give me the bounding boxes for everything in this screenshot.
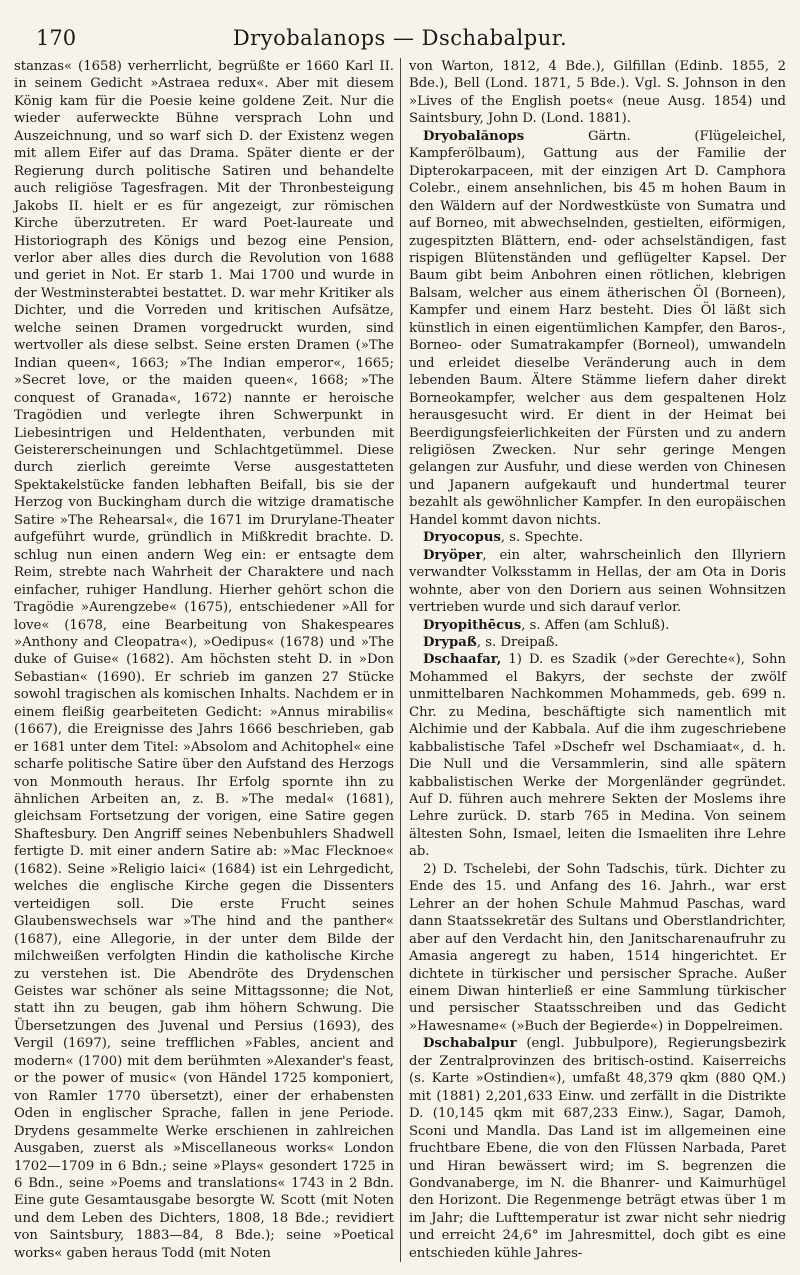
entry-text: , s. Affen (am Schluß). <box>521 617 670 633</box>
entry-text: , s. Spechte. <box>500 530 583 546</box>
entry-text: , ein alter, wahrscheinlich den Illyriern verwandter Volksstamm in Hellas, der am Ota in Doris wohnte, aber von den Doriern aus seinen Wohnsitzen vertrieben wurde und sich darauf verlor. <box>409 547 786 616</box>
entry-dryopithecus <box>409 617 786 634</box>
dschaafar-paragraph-2: 2) D. Tschelebi, der Sohn Tadschis, türk. Dichter zu Ende des 15. und Anfang des 16. Jahrh., war erst Lehrer an der hohen Schule Mahmud Paschas, ward dann Staatssekretär des Sultans und Oberstlandrichter, aber auf den Verdacht hin, den Janitscharenaufruhr zu Amasia angeregt zu haben, 1514 hingerichtet. Er dichtete in türkischer und persischer Sprache. Außer einem Diwan hinterließ er eine Sammlung türkischer und persischer Staatsschreiben und das Gedicht »Hawesname« (»Buch der Begierde«) in Doppelreimen. <box>409 861 786 1034</box>
page-number: 170 <box>36 26 77 50</box>
left-column <box>14 58 400 1262</box>
lemma-dryobalanops: Dryobalănops <box>423 128 525 144</box>
entry-text: , s. Dreipaß. <box>476 634 559 650</box>
lemma-dschabalpur: Dschabalpur <box>423 1036 517 1052</box>
entry-text: 1) D. es Szadik (»der Gerechte«), Sohn Mohammed el Bakyrs, der sechste der zwölf unmittelbaren Nachkommen Mohammeds, geb. 699 n. Chr. zu Medina, beschäftigte sich namentlich mit Alchimie und der Kabbala. Auf die ihm zugeschriebene kabbalistische Tafel »Dschefr wel Dschamiaat«, d. h. Die Null und die Versammlerin, sind alle spätern kabbalistischen Werke der Morgenländer gegründet. Auf D. führen auch mehrere Sekten der Moslems ihre Lehre zurück. D. starb 765 in Medina. Von seinem ältesten Sohn, Ismael, leiten die Ismaeliten ihre Lehre ab. <box>409 652 786 860</box>
entry-drypass <box>409 634 786 651</box>
entry-dschaafar <box>409 651 786 860</box>
dryden-article-continuation: stanzas« (1658) verherrlicht, begrüßte er 1660 Karl II. in seinem Gedicht »Astraea redux«. Aber mit diesem König kam für die Poesie keine goldene Zeit. Nur die wieder auferweckte Bühne versprach Lohn und Auszeichnung, und so warf sich D. der Existenz wegen mit allem Eifer auf das Drama. Später diente er der Regierung durch politische Satiren und behandelte auch religiöse Tagesfragen. Mit der Thronbesteigung Jakobs II. hielt er es für angezeigt, zur römischen Kirche überzutreten. Er ward Poet-laureate und Historiograph des Königs und bezog eine Pension, verlor aber alles dies durch die Revolution von 1688 und geriet in Not. Er starb 1. Mai 1700 und wurde in der Westminsterabtei bestattet. D. war mehr Kritiker als Dichter, und die Vorreden und kritischen Aufsätze, welche seinen Dramen vorgedruckt wurden, sind wertvoller als diese selbst. Seine ersten Dramen (»The Indian queen«, 1663; »The Indian emperor«, 1665; »Secret love, or the maiden queen«, 1668; »The conquest of Granada«, 1672) nannte er heroische Tragödien und verlegte ihren Schwerpunkt in Liebesintrigen und Heldenthaten, verbunden mit Geistererscheinungen und Schlachtgetümmel. Diese durch zierlich gereimte Verse ausgestatteten Spektakelstücke fanden lebhaften Beifall, bis sie der Herzog von Buckingham durch die witzige dramatische Satire »The Rehearsal«, die 1671 im Drurylane-Theater aufgeführt wurde, gründlich in Mißkredit brachte. D. schlug nun einen andern Weg ein: er entsagte dem Reim, strebte nach Wahrheit der Charaktere und nach einfacher, ruhiger Handlung. Hierher gehört schon die Tragödie »Aurengzebe« (1675), entschiedener »All for love« (1678, eine Bearbeitung von Shakespeares »Anthony and Cleopatra«), »Oedipus« (1678) und »The duke of Guise« (1682). Am höchsten steht D. in »Don Sebastian« (1690). Er schrieb im ganzen 27 Stücke sowohl tragischen als komischen Inhalts. Nachdem er in einem fleißig gearbeiteten Gedicht: »Annus mirabilis« (1667), die Ereignisse des Jahrs 1666 beschrieben, gab er 1681 unter dem Titel: »Absolom and Achitophel« eine scharfe politische Satire über den Aufstand des Herzogs von Monmouth heraus. Ihr Erfolg spornte ihn zu ähnlichen Arbeiten an, z. B. »The medal« (1681), gleichsam Fortsetzung der vorigen, eine Satire gegen Shaftesbury. Den Angriff seines Nebenbuhlers Shadwell fertigte D. mit einer andern Satire ab: »Mac Flecknoe« (1682). Seine »Religio laici« (1684) ist ein Lehrgedicht, welches die englische Kirche gegen die Dissenters verteidigen soll. Die erste Frucht seines Glaubenswechsels war »The hind and the panther« (1687), eine Allegorie, in der unter dem Bilde der milchweißen verfolgten Hindin die katholische Kirche zu verstehen ist. Die Abendröte des Drydenschen Geistes war schöner als seine Mittagssonne; die Not, statt ihn zu beugen, gab ihm höhern Schwung. Die Übersetzungen des Juvenal und Persius (1693), des Vergil (1697), seine trefflichen »Fables, ancient and modern« (1700) mit dem berühmten »Alexander's feast, or the power of music« (von Händel 1725 komponiert, von Ramler 1770 übersetzt), einer der erhabensten Oden in englischer Sprache, fallen in jene Periode. Drydens gesammelte Werke erschienen in zahlreichen Ausgaben, zuerst als »Miscellaneous works« London 1702—1709 in 6 Bdn.; seine »Plays« gesondert 1725 in 6 Bdn., seine »Poems and translations« 1743 in 2 Bdn. Eine gute Gesamtausgabe besorgte W. Scott (mit Noten und dem Leben des Dichters, 1808, 18 Bde.; revidiert von Saintsbury, 1883—84, 8 Bde.); seine »Poetical works« gaben heraus Todd (mit Noten <box>14 59 394 1261</box>
entry-dryoper <box>409 547 786 617</box>
page-header <box>14 12 786 50</box>
entry-dryocopus <box>409 529 786 546</box>
entry-text: Gärtn. (Flügeleichel, Kampferölbaum), Gattung aus der Familie der Dipterokarpaceen, mit der einzigen Art D. Camphora Colebr., einem ansehnlichen, bis 45 m hohen Baum in den Wäldern auf der Nordwestküste von Sumatra und auf Borneo, mit abwechselnden, gestielten, eiförmigen, zugespitzten Blättern, end- oder achselständigen, fast rispigen Blütenständen und geflügelter Kapsel. Der Baum gibt beim Anbohren einen rötlichen, klebrigen Balsam, welcher aus einem ätherischen Öl (Borneen), Kampfer und einem Harz besteht. Dies Öl läßt sich künstlich in einen eigentümlichen Kampfer, den Baros-, Borneo- oder Sumatrakampfer (Borneol), umwandeln und erleidet dieselbe Veränderung auch in dem lebenden Baum. Ältere Stämme liefern daher direkt Borneokampfer, welcher aus dem gespaltenen Holz herausgesucht wird. Er dient in der Heimat bei Beerdigungsfeierlichkeiten der Fürsten und zu andern religiösen Zwecken. Nur sehr geringe Mengen gelangen zur Ausfuhr, und diese werden von Chinesen und Japanern aufgekauft und hundertmal teurer bezahlt als gewöhnlicher Kampfer. In den europäischen Handel kommt davon nichts. <box>409 128 786 528</box>
entry-dschabalpur <box>409 1035 786 1262</box>
lemma-dryoper: Dryöper <box>423 547 483 563</box>
dryden-article-end: von Warton, 1812, 4 Bde.), Gilfillan (Edinb. 1855, 2 Bde.), Bell (Lond. 1871, 5 Bde.). Vgl. S. Johnson in den »Lives of the English poets« (neue Ausg. 1854) und Saintsbury, John D. (Lond. 1881). <box>409 59 786 127</box>
entry-dryobalanops <box>409 128 786 529</box>
text-columns <box>14 58 786 1262</box>
lemma-dschaafar: Dschaafar, <box>423 652 502 668</box>
lemma-dryocopus: Dryocopus <box>423 530 501 546</box>
running-title: Dryobalanops — Dschabalpur. <box>232 26 568 50</box>
lemma-dryopithecus: Dryopithēcus <box>423 617 522 633</box>
lemma-drypass: Drypaß <box>423 634 477 650</box>
entry-text: (engl. Jubbulpore), Regierungsbezirk der Zentralprovinzen des britisch-ostind. Kaiserreichs (s. Karte »Ostindien«), umfaßt 48,379 qkm (880 QM.) mit (1881) 2,201,633 Einw. und zerfällt in die Distrikte D. (10,145 qkm mit 687,233 Einw.), Sagar, Damoh, Sconi und Mandla. Das Land ist im allgemeinen eine fruchtbare Ebene, die von den Flüssen Narbada, Paret und Hiran bewässert wird; im S. begrenzen die Gondvanaberge, im N. die Bhanrer- und Kaimurhügel den Horizont. Die Regenmenge beträgt etwas über 1 m im Jahr; die Lufttemperatur ist zwar nicht sehr niedrig und erreicht 24,6° im Jahresmittel, doch gibt es eine entschieden kühle Jahres- <box>409 1036 786 1261</box>
right-column <box>400 58 786 1262</box>
